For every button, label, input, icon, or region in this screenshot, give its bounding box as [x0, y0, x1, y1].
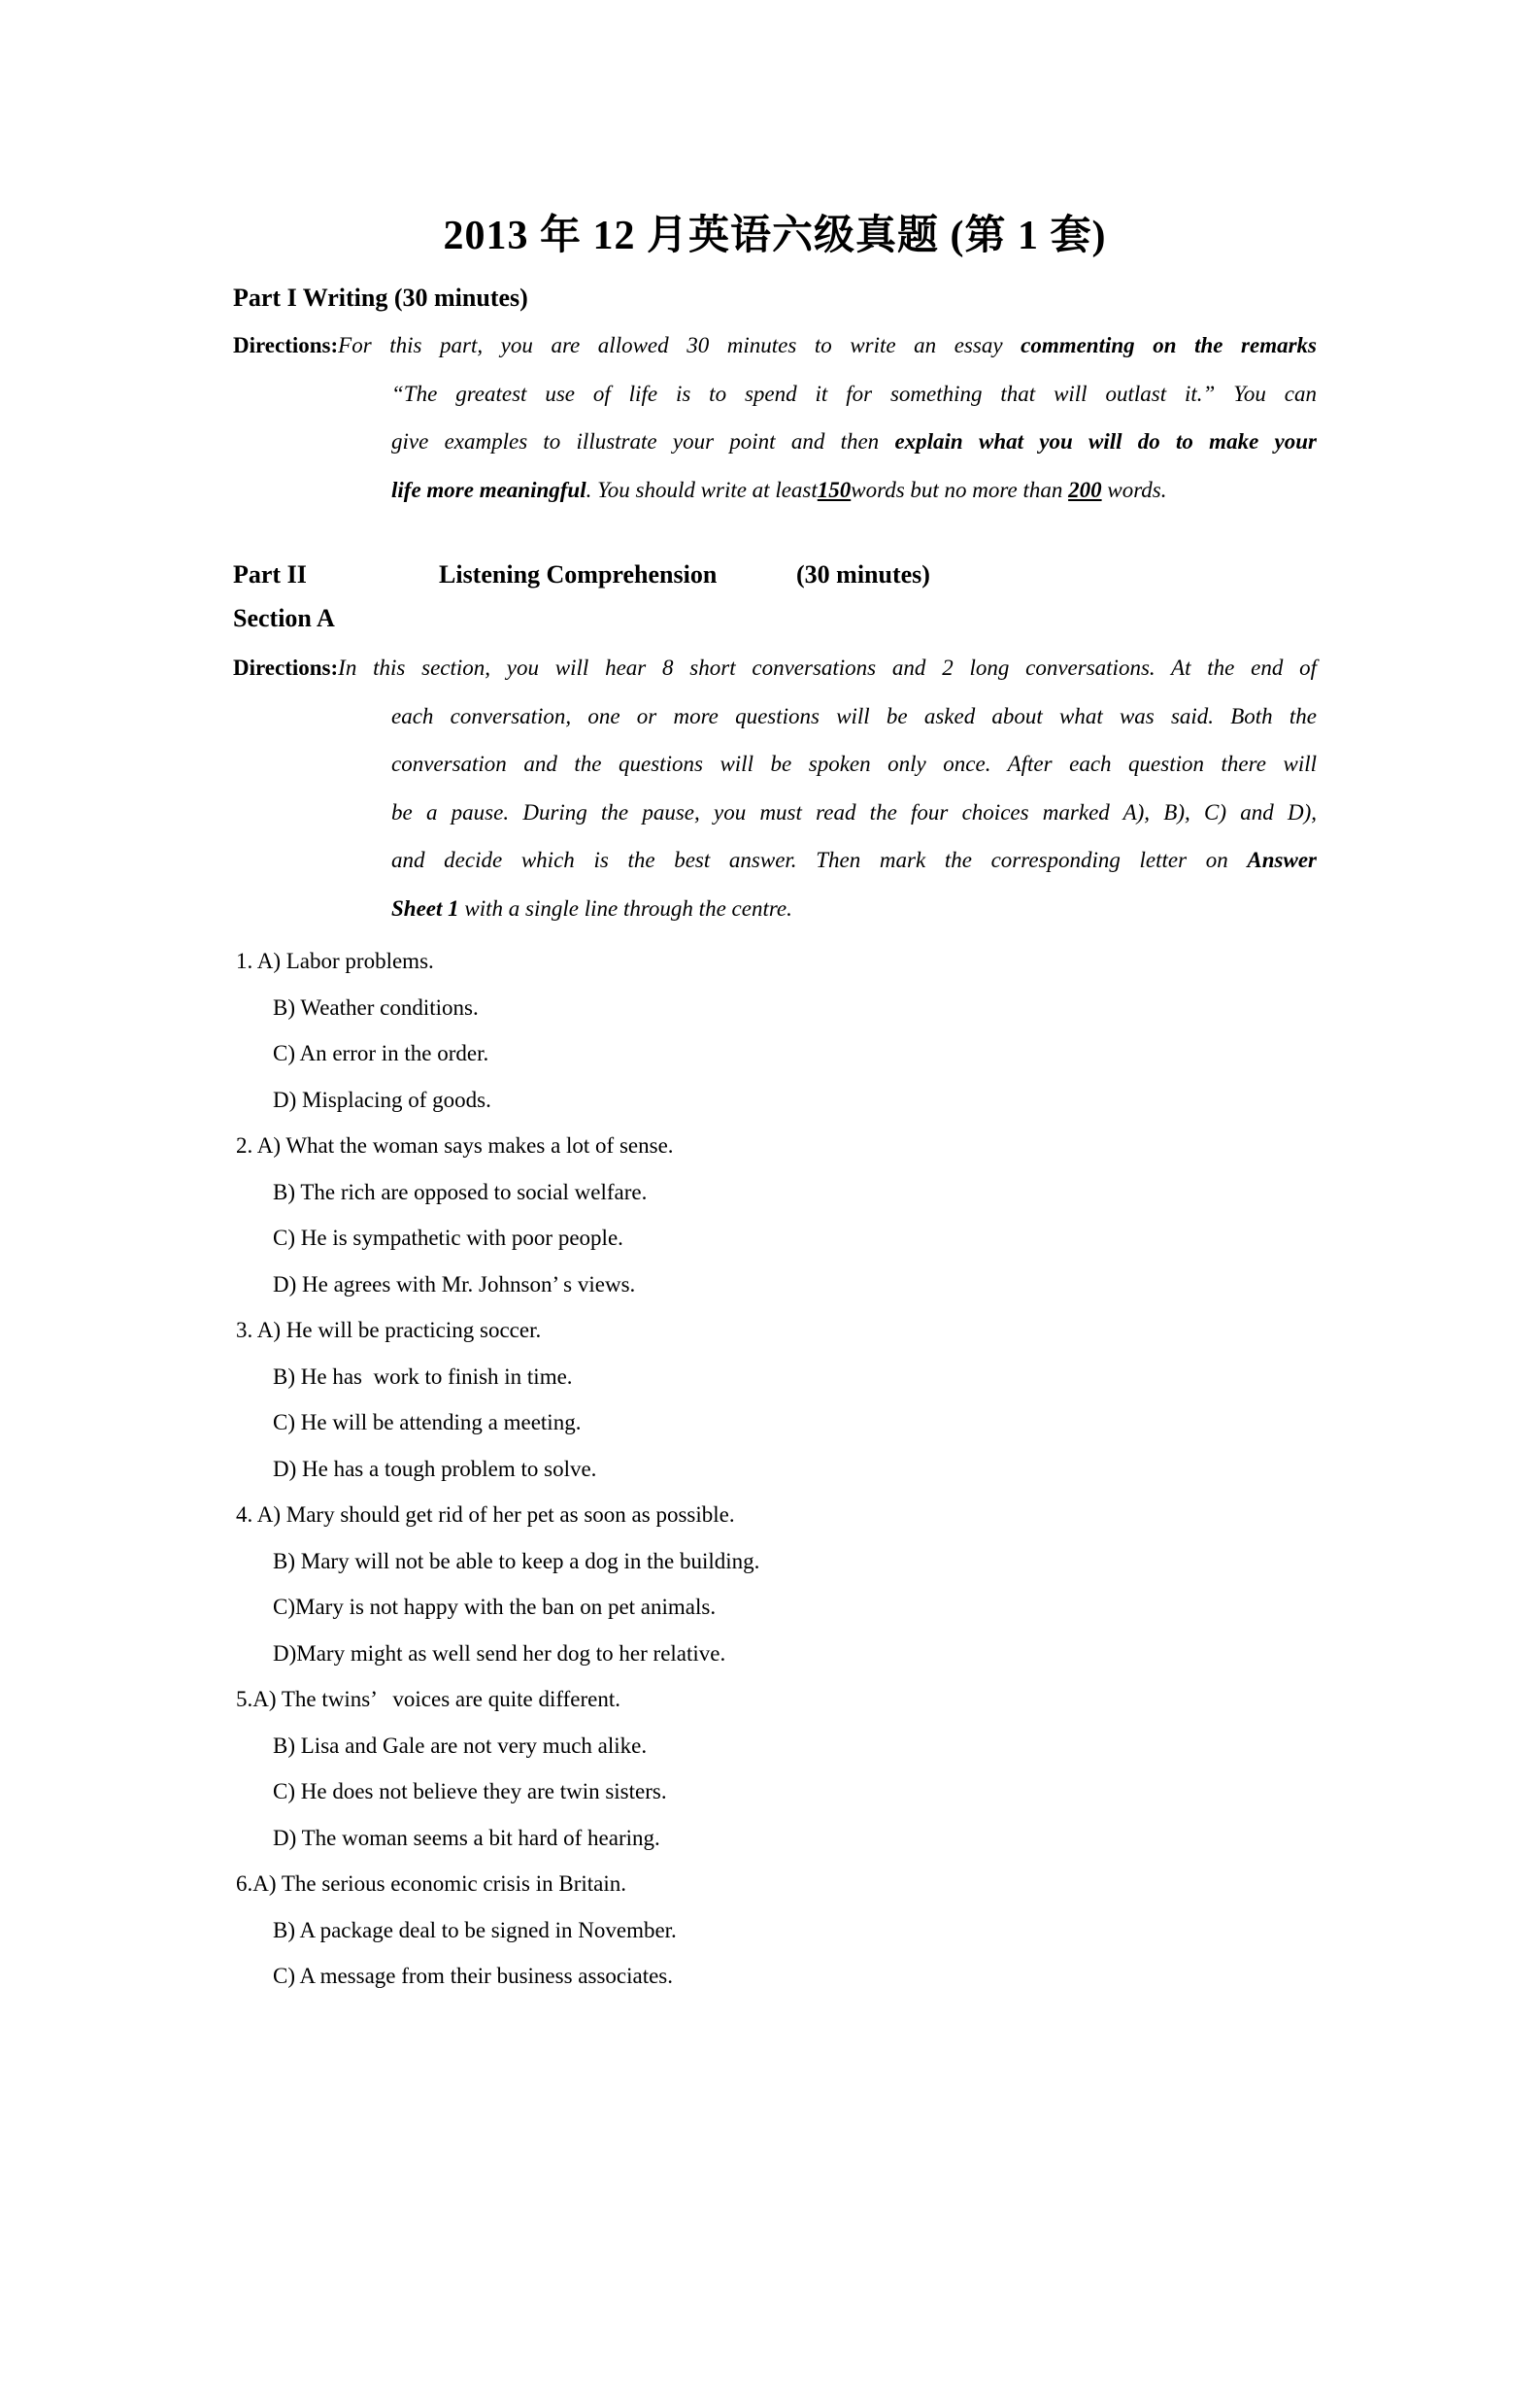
option-line: B) Mary will not be able to keep a dog in the building.	[273, 1548, 760, 1573]
text-segment: Answer	[1247, 848, 1317, 872]
direction-line	[391, 789, 1317, 837]
text-segment: 150	[817, 477, 852, 502]
option-line: C) He does not believe they are twin sisters.	[273, 1779, 667, 1803]
part1-directions	[233, 321, 1317, 514]
text-segment: explain what you will do to make your	[894, 429, 1317, 454]
question-line: 2. A) What the woman says makes a lot of sense.	[236, 1133, 674, 1158]
text-segment: commenting on the remarks	[1021, 333, 1317, 357]
text-segment: conversation and the questions will be spoken only once. After each question there will	[391, 752, 1317, 776]
option-line: C) He is sympathetic with poor people.	[273, 1226, 623, 1250]
direction-line	[233, 321, 1317, 370]
part2-heading-time: (30 minutes)	[796, 560, 930, 589]
option-line: D)Mary might as well send her dog to her relative.	[273, 1640, 726, 1666]
text-segment: words but no more than	[851, 477, 1069, 502]
text-segment: In this section, you will hear 8 short conversations and 2 long conversations. At the end of	[338, 656, 1317, 680]
document-title: 2013 年 12 月英语六级真题 (第 1 套)	[443, 214, 1107, 258]
direction-line	[391, 466, 1317, 515]
question-list	[233, 938, 1317, 2000]
option-line: C)Mary is not happy with the ban on pet animals.	[273, 1595, 717, 1619]
text-segment: be a pause. During the pause, you must read the four choices marked A), B), C) and D),	[391, 799, 1317, 825]
text-segment: words.	[1101, 477, 1167, 502]
text-segment: 200	[1068, 477, 1102, 502]
option-line: C) An error in the order.	[273, 1041, 489, 1065]
direction-line	[391, 692, 1317, 741]
page	[0, 212, 1540, 2391]
question-line: 3. A) He will be practicing soccer.	[236, 1318, 542, 1342]
part2-heading	[233, 558, 1317, 590]
text-segment: each conversation, one or more questions will be asked about what was said. Both the	[391, 703, 1317, 728]
direction-line	[391, 740, 1317, 789]
part2-directions	[233, 644, 1317, 932]
direction-line	[391, 885, 1317, 933]
text-segment: give examples to illustrate your point and then	[391, 429, 895, 454]
text-segment: life more meaningful	[391, 477, 586, 502]
option-line: D) The woman seems a bit hard of hearing.	[273, 1825, 660, 1850]
option-line: B) The rich are opposed to social welfare.	[273, 1179, 648, 1204]
option-line: B) Lisa and Gale are not very much alike.	[273, 1733, 648, 1758]
text-segment: “The greatest use of life is to spend it for something that will outlast it.” You can	[391, 381, 1317, 406]
direction-line	[391, 418, 1317, 466]
question-line: 6.A) The serious economic crisis in Britain.	[236, 1871, 626, 1896]
question-line: 1. A) Labor problems.	[236, 949, 434, 973]
option-line: D) He agrees with Mr. Johnson’ s views.	[273, 1271, 636, 1297]
text-segment: Sheet 1	[391, 895, 459, 921]
option-line: B) Weather conditions.	[273, 994, 479, 1020]
option-line: B) He has work to finish in time.	[273, 1364, 573, 1389]
text-segment: Directions:	[233, 656, 339, 680]
option-line: C) A message from their business associates.	[273, 1964, 674, 1988]
option-line: D) He has a tough problem to solve.	[273, 1456, 597, 1481]
part2-heading-title: Listening Comprehension	[439, 560, 718, 589]
option-line: D) Misplacing of goods.	[273, 1087, 491, 1112]
option-line: C) He will be attending a meeting.	[273, 1410, 582, 1434]
direction-line	[233, 644, 1317, 692]
part2-heading-part: Part II	[233, 560, 307, 589]
document-page	[0, 212, 1540, 2000]
text-segment: and decide which is the best answer. Then mark the corresponding letter on	[391, 848, 1248, 872]
text-segment: . You should write at least	[586, 477, 818, 502]
question-line: 4. A) Mary should get rid of her pet as soon as possible.	[236, 1502, 735, 1527]
part1-heading: Part I Writing (30 minutes)	[233, 284, 528, 312]
text-segment: with a single line through the centre.	[458, 895, 792, 921]
direction-line	[391, 836, 1317, 885]
text-segment: For this part, you are allowed 30 minutes to write an essay	[338, 333, 1021, 357]
text-segment: Directions:	[233, 333, 339, 357]
section-a-heading: Section A	[233, 604, 335, 632]
direction-line	[391, 370, 1317, 419]
option-line: B) A package deal to be signed in November.	[273, 1917, 677, 1942]
question-line: 5.A) The twins’ voices are quite different.	[236, 1687, 620, 1711]
